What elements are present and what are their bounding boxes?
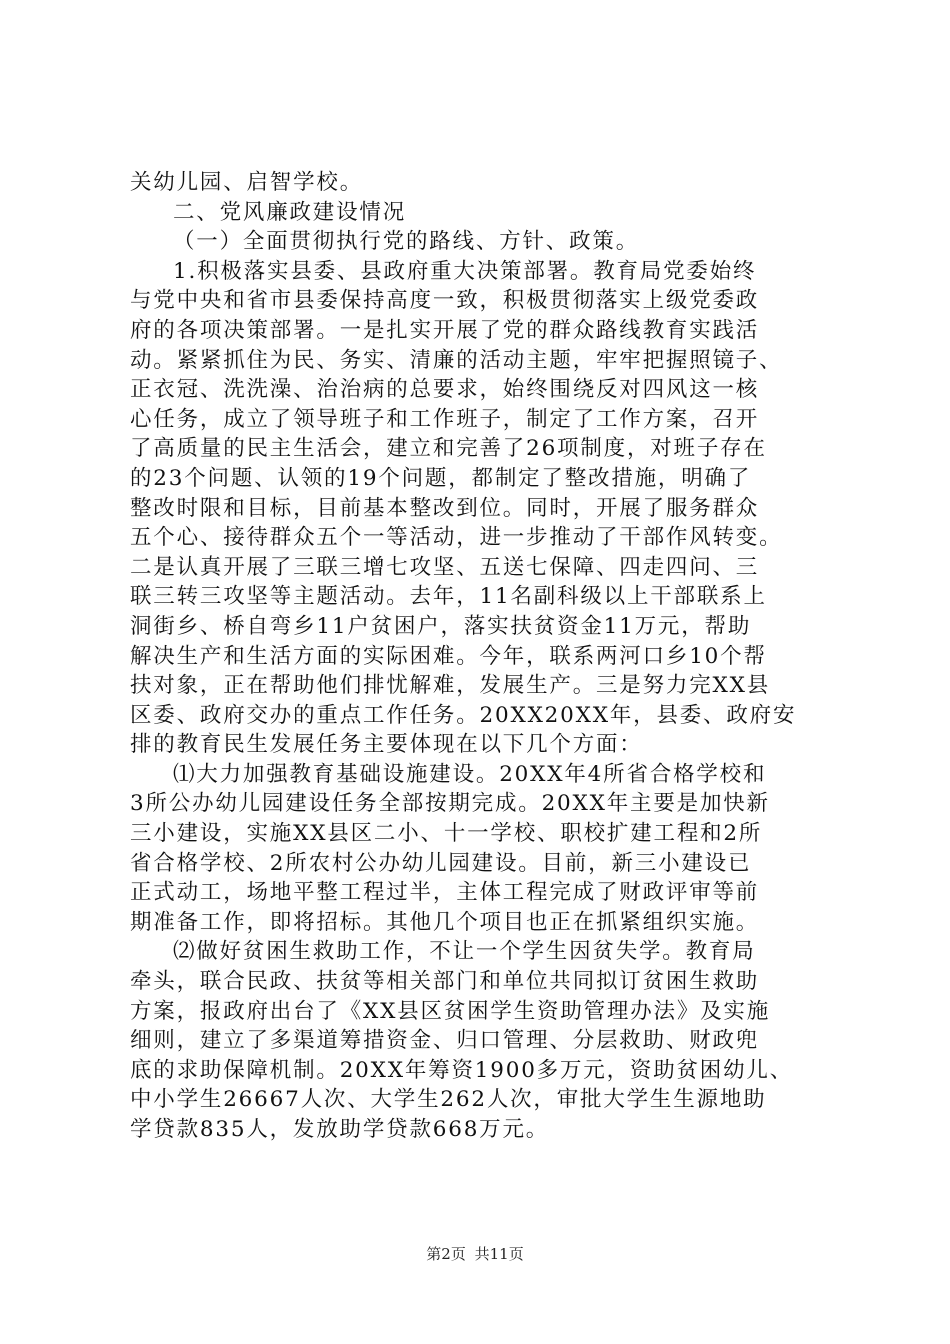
text-line: 五个心、接待群众五个一等活动，进一步推动了干部作风转变。 — [130, 525, 783, 551]
text-line: 了高质量的民主生活会，建立和完善了26项制度，对班子存在 — [130, 436, 767, 462]
text-line: 关幼儿园、启智学校。 — [130, 170, 364, 195]
text-line: 的23个问题、认领的19个问题，都制定了整改措施，明确了 — [130, 465, 752, 491]
text-line: 方案，报政府出台了《XX县区贫困学生资助管理办法》及实施 — [130, 998, 771, 1024]
text-line: 洞街乡、桥自弯乡11户贫困户，落实扶贫资金11万元，帮助 — [130, 613, 752, 639]
text-line: 正衣冠、洗洗澡、治治病的总要求，始终围绕反对四风这一核 — [130, 377, 760, 403]
text-line: 中小学生26667人次、大学生262人次，审批大学生生源地助 — [130, 1087, 767, 1113]
text-line: 二是认真开展了三联三增七攻坚、五送七保障、四走四问、三 — [130, 554, 760, 580]
text-line: 期准备工作，即将招标。其他几个项目也正在抓紧组织实施。 — [130, 909, 760, 935]
text-line: 3所公办幼儿园建设任务全部按期完成。20XX年主要是加快新 — [130, 791, 770, 817]
paragraph-start: ⑴大力加强教育基础设施建设。20XX年4所省合格学校和 — [173, 761, 767, 787]
page-number: 第2页 — [426, 1245, 466, 1263]
text-line: 解决生产和生活方面的实际困难。今年，联系两河口乡10个帮 — [130, 643, 767, 669]
text-line: 三小建设，实施XX县区二小、十一学校、职校扩建工程和2所 — [130, 821, 763, 847]
paragraph-start: ⑵做好贫困生救助工作，不让一个学生因贫失学。教育局 — [173, 939, 756, 965]
text-line: 底的求助保障机制。20XX年筹资1900多万元，资助贫困幼儿、 — [130, 1057, 793, 1083]
text-line: 省合格学校、2所农村公办幼儿园建设。目前，新三小建设已 — [130, 850, 752, 876]
text-line: 学贷款835人，发放助学贷款668万元。 — [130, 1117, 550, 1142]
text-line: 正式动工，场地平整工程过半，主体工程完成了财政评审等前 — [130, 880, 760, 906]
page-total: 共11页 — [474, 1245, 524, 1263]
paragraph-start: 1.积极落实县委、县政府重大决策部署。教育局党委始终 — [173, 258, 757, 284]
section-heading: 二、党风廉政建设情况 — [173, 199, 407, 225]
text-line: 扶对象，正在帮助他们排忧解难，发展生产。三是努力完XX县 — [130, 673, 771, 699]
text-line: 动。紧紧抓住为民、务实、清廉的活动主题，牢牢把握照镜子、 — [130, 347, 783, 373]
text-line: 与党中央和省市县委保持高度一致，积极贯彻落实上级党委政 — [130, 288, 760, 314]
text-line: 府的各项决策部署。一是扎实开展了党的群众路线教育实践活 — [130, 317, 760, 343]
text-line: 区委、政府交办的重点工作任务。20XX20XX年，县委、政府安 — [130, 702, 797, 728]
page-footer — [0, 1244, 950, 1264]
text-line: 整改时限和目标，目前基本整改到位。同时，开展了服务群众 — [130, 495, 760, 521]
text-line: 联三转三攻坚等主题活动。去年，11名副科级以上干部联系上 — [130, 584, 767, 610]
text-line: 牵头，联合民政、扶贫等相关部门和单位共同拟订贫困生救助 — [130, 969, 760, 995]
document-body — [130, 168, 820, 1145]
text-line: 排的教育民生发展任务主要体现在以下几个方面： — [130, 732, 643, 758]
text-line: 心任务，成立了领导班子和工作班子，制定了工作方案，召开 — [130, 406, 760, 432]
text-line: 细则，建立了多渠道筹措资金、归口管理、分层救助、财政兜 — [130, 1028, 760, 1054]
subsection-heading: （一）全面贯彻执行党的路线、方针、政策。 — [173, 229, 640, 255]
